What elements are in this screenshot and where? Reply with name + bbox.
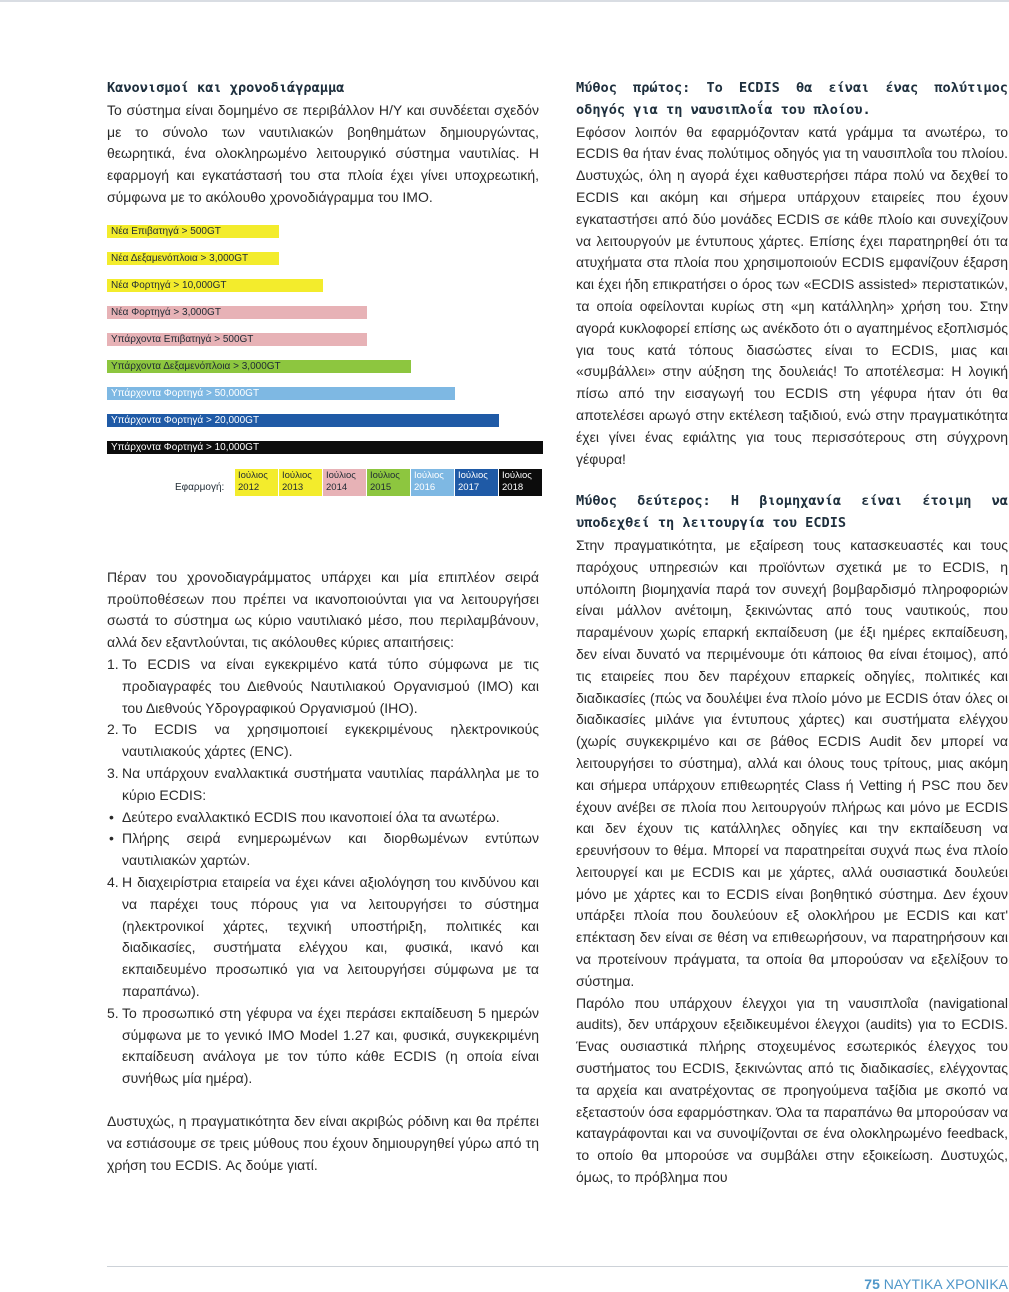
page-number: 75 [864, 1276, 880, 1292]
chart-year-value: 2016 [414, 481, 436, 493]
publication-name: ΝΑΥΤΙΚΑ ΧΡΟΝΙΚΑ [883, 1276, 1008, 1292]
chart-axis-label: Εφαρμογή: [175, 481, 225, 493]
chart-bar: Υπάρχοντα Φορτηγά > 10,000GT [107, 441, 543, 454]
chart-year-month: Ιούλιος [282, 469, 312, 481]
chart-bar: Νέα Φορτηγά > 10,000GT [107, 279, 323, 292]
list-item [107, 828, 539, 872]
chart-year-month: Ιούλιος [326, 469, 356, 481]
footer-rule [107, 1266, 1008, 1267]
chart-bar: Υπάρχοντα Φορτηγά > 50,000GT [107, 387, 455, 400]
chart-year-value: 2015 [370, 481, 392, 493]
list-item [107, 807, 539, 829]
right-column [576, 78, 1008, 1189]
chart-bar: Υπάρχοντα Φορτηγά > 20,000GT [107, 414, 499, 427]
chart-bar: Νέα Φορτηγά > 3,000GT [107, 306, 367, 319]
page-footer [864, 1276, 1008, 1292]
chart-bar: Υπάρχοντα Επιβατηγά > 500GT [107, 333, 367, 346]
chart-year-cell [235, 469, 278, 496]
chart-year-cell [499, 469, 542, 496]
chart-year-value: 2017 [458, 481, 480, 493]
chart-year-month: Ιούλιος [414, 469, 444, 481]
list-marker: 5. [107, 1004, 119, 1021]
requirements-list [107, 654, 539, 1090]
list-item-text: Το ECDIS να είναι εγκεκριμένο κατά τύπο σύμφωνα με τις προδιαγραφές του Διεθνούς Ναυτιλιακού Οργανισμού (ΙΜΟ) και του Διεθνούς Υδρογραφικού Οργανισμού (IHO). [122, 655, 539, 716]
list-item-text: Να υπάρχουν εναλλακτικά συστήματα ναυτιλίας παράλληλα με το κύριο ECDIS: [122, 764, 539, 803]
chart-bar: Νέα Επιβατηγά > 500GT [107, 225, 279, 238]
chart-year-value: 2013 [282, 481, 304, 493]
chart-year-month: Ιούλιος [370, 469, 400, 481]
list-item-text: Το προσωπικό στη γέφυρα να έχει περάσει εκπαίδευση 5 ημερών σύμφωνα με το γενικό ΙΜΟ Model 1.27 και, φυσικά, συγκεκριμένη εκπαίδευση ανάλογα με τον τύπο κάθε ECDIS (η οποία είναι συνήθως μία ημέρα). [122, 1004, 539, 1087]
list-item [107, 719, 539, 763]
list-marker: 1. [107, 655, 119, 672]
list-item-text: Πλήρης σειρά ενημερωμένων και διορθωμένων εντύπων ναυτιλιακών χαρτών. [122, 830, 539, 869]
list-marker: • [109, 808, 114, 825]
top-rule [0, 0, 1009, 2]
list-item [107, 872, 539, 1003]
chart-year-cell [279, 469, 322, 496]
section-heading-regulations: Κανονισμοί και χρονοδιάγραμμα [107, 80, 345, 96]
imo-timeline-chart [107, 225, 539, 505]
list-item [107, 1003, 539, 1090]
paragraph: Παρόλο που υπάρχουν έλεγχοι για τη ναυσιπλοΐα (navigational audits), δεν υπάρχουν εξειδικευμένοι έλεγχοι (audits) για το ECDIS. Ένας ουσιαστικά πλήρης στοχευμένος εσωτερικός έλεγχος του συστήματος του ECDIS, ξεκινώντας από τις διαδικασίες, ελέγχοντας τα αρχεία και ανατρέχοντας σε προηγούμενα ταξίδια με σκοπό να εξεταστούν όσα εφαρμόστηκαν. Όλα τα παραπάνω θα μπορούσαν να καταγράφονται και να συνοψίζονται σε ένα ολοκληρωμένο feedback, το οποίο θα μπορούσε να συμβάλει στην εξοικείωση. Δυστυχώς, όμως, το πρόβλημα που [576, 994, 1008, 1186]
paragraph: Δυστυχώς, η πραγματικότητα δεν είναι ακριβώς ρόδινη και θα πρέπει να εστιάσουμε σε τρεις μύθους που έχουν δημιουργηθεί γύρω από τη χρήση του ECDIS. Ας δούμε γιατί. [107, 1112, 539, 1173]
list-item-text: Η διαχειρίστρια εταιρεία να έχει κάνει αξιολόγηση του κινδύνου και να παρέχει τους πόρους για να λειτουργήσει το σύστημα (ηλεκτρονικοί χάρτες, τεχνική υποστήριξη, πολιτικές και διαδικασίες, συστήματα ελέγχου και, φυσικά, ικανό και εκπαιδευμένο προσωπικό για να λειτουργήσει σύμφωνα με τα παραπάνω). [122, 873, 539, 999]
chart-year-value: 2014 [326, 481, 348, 493]
chart-year-cell [367, 469, 410, 496]
list-item-text: Το ECDIS να χρησιμοποιεί εγκεκριμένους ηλεκτρονικούς ναυτιλιακούς χάρτες (ENC). [122, 721, 539, 760]
section-heading-myth-one: Μύθος πρώτος: Το ECDIS θα είναι ένας πολύτιμος οδηγός για τη ναυσιπλοΐα του πλοίου. [576, 80, 1008, 118]
paragraph: Το σύστημα είναι δομημένο σε περιβάλλον Η/Υ και συνδέεται σχεδόν με το σύνολο των ναυτιλιακών βοηθημάτων δημιουργώντας, θεωρητικά, ένα ολοκληρωμένο λειτουργικό σύστημα ναυτιλίας. Η εφαρμογή και εγκατάστασή του στα πλοία έχει γίνει υποχρεωτική, σύμφωνα με το ακόλουθο χρονοδιάγραμμα του ΙΜΟ. [107, 101, 539, 205]
paragraph: Πέραν του χρονοδιαγράμματος υπάρχει και μία επιπλέον σειρά προϋποθέσεων που πρέπει να ικανοποιούνται για να λειτουργήσει σωστά το σύστημα ως κύριο ναυτιλιακό μέσο, που περιλαμβάνουν, αλλά δεν εξαντλούνται, τις ακόλουθες κύριες απαιτήσεις: [107, 568, 539, 651]
list-marker: 3. [107, 764, 119, 781]
section-heading-myth-two: Μύθος δεύτερος: Η βιομηχανία είναι έτοιμη να υποδεχθεί τη λειτουργία του ECDIS [576, 493, 1008, 532]
chart-year-value: 2012 [238, 481, 260, 493]
chart-bar: Νέα Δεξαμενόπλοια > 3,000GT [107, 252, 279, 265]
list-item-text: Δεύτερο εναλλακτικό ECDIS που ικανοποιεί όλα τα ανωτέρω. [122, 808, 500, 825]
chart-year-cell [411, 469, 454, 496]
list-item [107, 763, 539, 807]
left-column [107, 78, 539, 1176]
paragraph: Στην πραγματικότητα, με εξαίρεση τους κατασκευαστές και τους παρόχους υπηρεσιών και προϊόντων σχετικά με το ECDIS, η υπόλοιπη βιομηχανία παρά τον συνεχή βομβαρδισμό πληροφοριών είναι μάλλον ανέτοιμη, ξεκινώντας από τους ναυτικούς, που παραμένουν χωρίς επαρκή εκπαίδευση (με έξι ημέρες εκπαίδευση, δεν είναι δυνατό να περιμένουμε ότι κάποιος θα είναι έτοιμος), από τις εταιρείες που δεν παρέχουν επαρκείς οδηγίες, πολιτικές και διαδικασίες (πώς να δουλέψει ένα πλοίο μόνο με ECDIS όταν όλες οι διαδικασίες μιλάνε για έντυπους χάρτες) και συστήματα ελέγχου (χωρίς συγκεκριμένο και σε βάθος ECDIS Audit δεν μπορεί να λειτουργήσει το σύστημα), αλλά και όλους τους τρίτους, μιας ακόμη και σήμερα υπάρχουν επιθεωρητές Class ή Vetting ή PSC που δεν έχουν ανέβει σε πλοία που λειτουργούν πλήρως και μόνο με ECDIS και δεν έχουν τις κατάλληλες οδηγίες και την εκπαίδευση να ερευνήσουν το θέμα. Μπορεί να παρατηρείται συχνά πως ένα πλοίο λειτουργεί και με ECDIS και με χάρτες, αλλά ουσιαστικά δουλεύει μόνο με χάρτες και το ECDIS είναι βοηθητικό σύστημα. Δεν έχουν υπάρξει πλοία που δουλεύουν εξ ολοκλήρου με ECDIS και κατ' επέκταση δεν είναι σε θέση να επιθεωρήσουν, να παρατηρήσουν και να προτείνουν πράγματα, τα οποία θα μπορούσαν να εξελίξουν το σύστημα. [576, 536, 1008, 989]
list-marker: • [109, 830, 114, 847]
chart-year-value: 2018 [502, 481, 524, 493]
list-marker: 4. [107, 873, 119, 890]
list-marker: 2. [107, 721, 119, 738]
list-item [107, 654, 539, 719]
chart-year-cell [323, 469, 366, 496]
chart-year-cell [455, 469, 498, 496]
chart-year-month: Ιούλιος [238, 469, 268, 481]
chart-year-month: Ιούλιος [458, 469, 488, 481]
chart-bar: Υπάρχοντα Δεξαμενόπλοια > 3,000GT [107, 360, 411, 373]
paragraph: Εφόσον λοιπόν θα εφαρμόζονταν κατά γράμμα τα ανωτέρω, το ECDIS θα ήταν ένας πολύτιμος οδηγός για τη ναυσιπλοΐα του πλοίου. Δυστυχώς, όλη η αγορά έχει καθυστερήσει πάρα πολύ να δεχθεί το ECDIS και ακόμη και σήμερα υπάρχουν εταιρείες που έχουν εγκαταστήσει από δύο μονάδες ECDIS σε κάθε πλοίο και συνεχίζουν να λειτουργούν με έντυπους χάρτες. Επίσης έχει παρατηρηθεί ότι τα ατυχήματα στα πλοία που χρησιμοποιούν ECDIS εμφανίζουν έξαρση και έχει ήδη επικρατήσει ο όρος των «ECDIS assisted» περιστατικών, τα οποία οφείλονται κυρίως στη «μη κατάλληλη» χρήση του. Στην αγορά κυκλοφορεί επίσης ως ανέκδοτο ότι ο αγαπημένος εξοπλισμός για τους κατά τόπους διασώστες είναι το ECDIS, μιας και «συμβάλλει» στην αύξηση της δουλειάς! Το αποτέλεσμα: Η λογική πίσω από την εισαγωγή του ECDIS στη γέφυρα ήταν ότι θα αποτελέσει αρωγό στην εκτέλεση ταξιδιού, ενώ στην πραγματικότητα έχει γίνει ένας εφιάλτης για τους περισσότερους στη σύγχρονη γέφυρα! [576, 123, 1008, 467]
chart-year-month: Ιούλιος [502, 469, 532, 481]
